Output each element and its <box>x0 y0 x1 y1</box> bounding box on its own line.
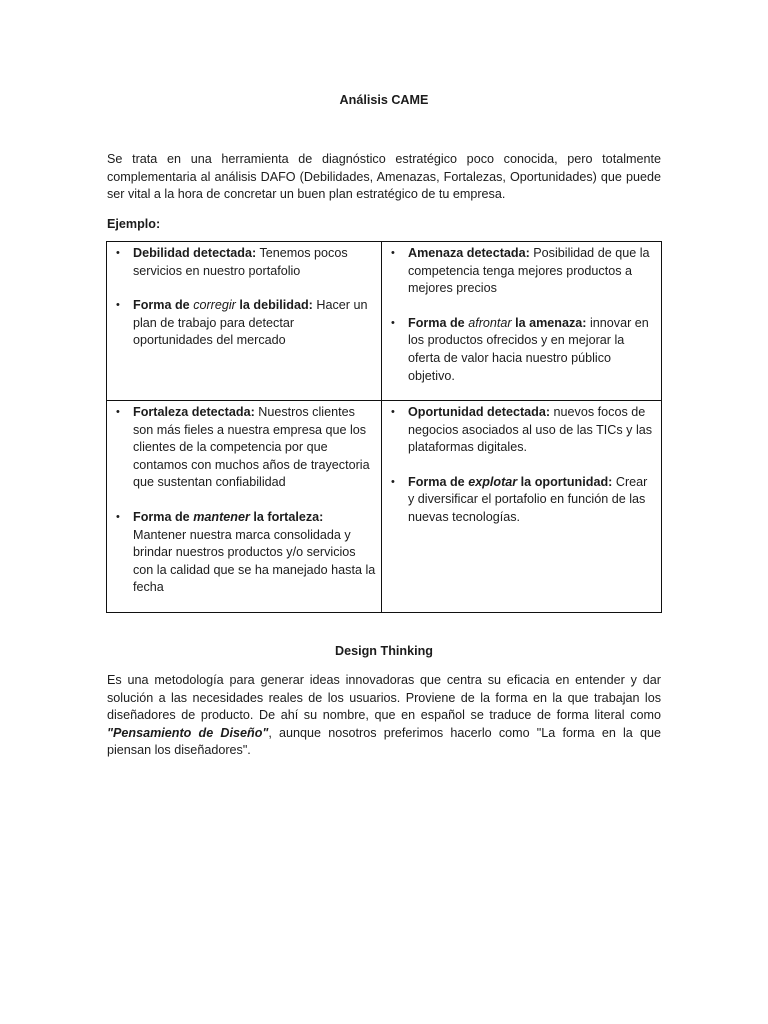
item-label-pre: Forma de <box>133 509 194 524</box>
item-label-italic: mantener <box>193 509 250 524</box>
item-label: Debilidad detectada: <box>133 246 257 260</box>
list-item <box>382 245 655 298</box>
cell-fortaleza <box>107 404 381 614</box>
item-text: innovar en los productos ofrecidos y en mejorar la oferta de valor hacia nuestro público objetivo. <box>408 315 649 383</box>
bullet-icon: • <box>116 510 120 523</box>
bullet-icon: • <box>391 247 395 259</box>
paragraph-text-end: , aunque nosotros preferimos hacerlo como "La forma en la que piensan los diseñadores". <box>107 725 661 758</box>
bullet-icon: • <box>116 299 120 312</box>
page-title: Análisis CAME <box>339 93 429 107</box>
item-label-post: la amenaza: <box>511 315 587 330</box>
item-text: Tenemos pocos servicios en nuestro portafolio <box>133 246 348 278</box>
bullet-icon: • <box>391 406 395 418</box>
list-item <box>382 404 655 457</box>
item-label-post: la debilidad: <box>235 298 313 313</box>
item-label-pre: Forma de <box>408 474 469 489</box>
item-text: Nuestros clientes son más fieles a nuestra empresa que los clientes de la competencia por que contamos con muchos años de trayectoria que sustentan confiabilidad <box>133 405 370 490</box>
list-item <box>382 315 655 385</box>
bullet-icon: • <box>116 406 120 418</box>
item-text: nuevos focos de negocios asociados al uso de las TICs y las plataformas digitales. <box>408 405 653 455</box>
item-label-italic: explotar <box>468 474 518 489</box>
item-label-pre: Forma de <box>408 315 469 330</box>
intro-paragraph: Se trata en una herramienta de diagnóstico estratégico poco conocida, pero totalmente complementaria al análisis DAFO (Debilidades, Amenazas, Fortalezas, Oportunidades) que puede ser vital a la hora de concretar un buen plan estratégico de tu empresa. <box>107 152 661 202</box>
bullet-icon: • <box>116 247 120 259</box>
item-label-italic: afrontar <box>468 315 512 330</box>
list-item <box>107 297 377 350</box>
cell-oportunidad <box>382 404 661 544</box>
item-label: Oportunidad detectada: <box>408 405 551 419</box>
list-item <box>382 474 655 527</box>
list-item <box>107 509 377 597</box>
item-label-italic: corregir <box>193 298 236 313</box>
design-thinking-paragraph <box>107 672 661 760</box>
item-text: Mantener nuestra marca consolidada y brindar nuestros productos y/o servicios con la calidad que se ha manejado hasta la fecha <box>133 527 376 595</box>
item-label: Amenaza detectada: <box>408 246 530 260</box>
cell-amenaza <box>382 245 661 402</box>
item-text: Crear y diversificar el portafolio en función de las nuevas tecnologías. <box>408 474 648 524</box>
cell-debilidad <box>107 245 381 367</box>
came-table <box>106 241 662 613</box>
item-label-post: la oportunidad: <box>517 474 613 489</box>
item-text: Hacer un plan de trabajo para detectar oportunidades del mercado <box>133 298 368 348</box>
item-text: Posibilidad de que la competencia tenga mejores productos a mejores precios <box>408 246 650 296</box>
bullet-icon: • <box>391 316 395 329</box>
paragraph-text: Es una metodología para generar ideas innovadoras que centra su eficacia en entender y dar solución a las necesidades reales de los usuarios. Proviene de la forma en la que trabajan los diseñadores de producto. De ahí su nombre, que en español se traduce de forma literal como <box>107 673 661 723</box>
emphasis-text: "Pensamiento de Diseño" <box>107 725 269 740</box>
bullet-icon: • <box>391 475 395 488</box>
list-item <box>107 245 377 280</box>
item-label: Fortaleza detectada: <box>133 405 255 419</box>
section-title: Design Thinking <box>335 644 433 658</box>
example-label: Ejemplo: <box>107 217 161 231</box>
item-label-pre: Forma de <box>133 298 194 313</box>
item-label-post: la fortaleza: <box>249 509 324 524</box>
list-item <box>107 404 377 492</box>
